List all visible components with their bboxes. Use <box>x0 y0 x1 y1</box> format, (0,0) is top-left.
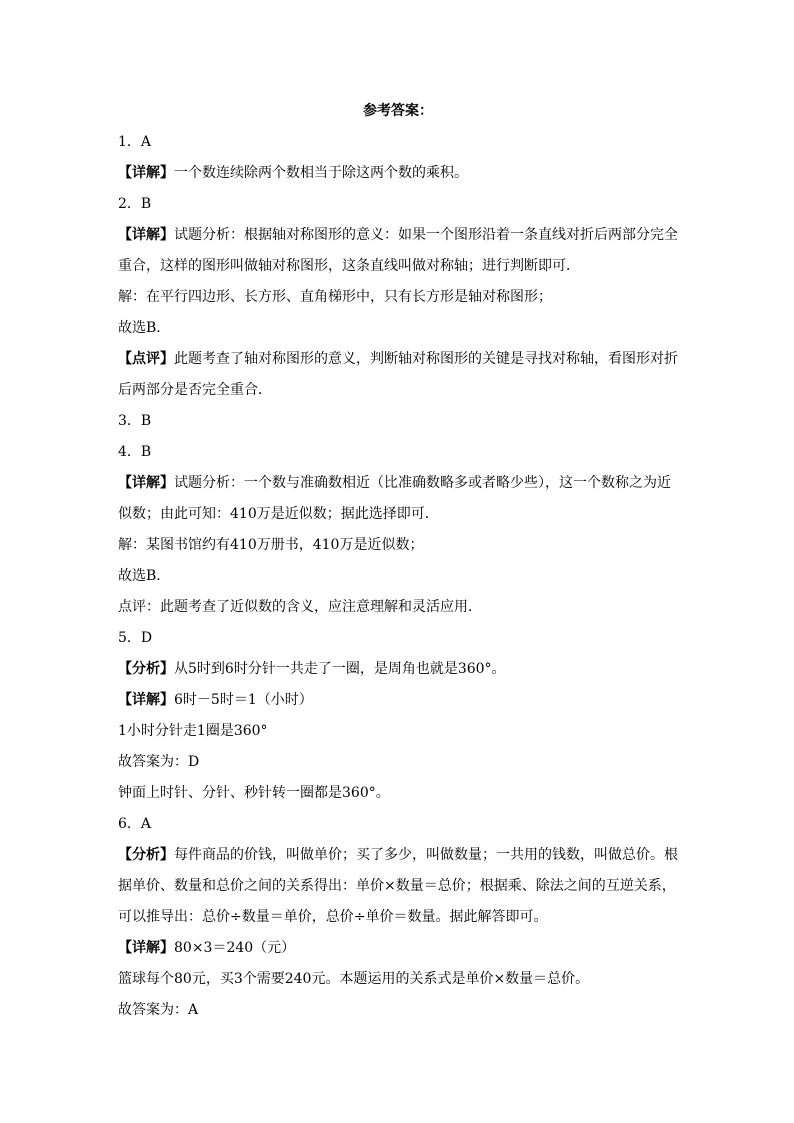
analysis-text: 从5时到6时分针一共走了一圈，是周角也就是360°。 <box>174 661 506 677</box>
answer-content <box>118 96 678 1026</box>
page-title: 参考答案： <box>363 103 433 119</box>
answer-number: 1．A <box>118 134 152 150</box>
solution-line: 故答案为：A <box>118 1002 199 1018</box>
analysis <box>118 654 678 685</box>
explanation <box>118 468 678 530</box>
explanation-text: 80×3＝240（元） <box>174 940 296 956</box>
section-tag: 【详解】 <box>118 165 174 181</box>
solution-line: 故答案为：D <box>118 754 200 770</box>
answer-number: 5．D <box>118 630 153 646</box>
solution-line: 解：某图书馆约有410万册书，410万是近似数； <box>118 537 424 553</box>
answer-number: 6．A <box>118 816 152 832</box>
section-tag: 【详解】 <box>118 475 174 491</box>
section-tag: 【详解】 <box>118 227 174 243</box>
answer-number: 4．B <box>118 444 152 460</box>
explanation <box>118 685 678 716</box>
analysis <box>118 840 678 933</box>
analysis-text: 每件商品的价钱，叫做单价；买了多少，叫做数量；一共用的钱数，叫做总价。根据单价、数量和总价之间的关系得出：单价×数量＝总价；根据乘、除法之间的互逆关系，可以推导出：总价÷数量＝单价，总价÷单价＝数量。据此解答即可。 <box>118 847 678 925</box>
explanation-text: 试题分析：根据轴对称图形的意义：如果一个图形沿着一条直线对折后两部分完全重合，这样的图形叫做轴对称图形，这条直线叫做对称轴；进行判断即可． <box>118 227 678 274</box>
solution-line: 解：在平行四边形、长方形、直角梯形中，只有长方形是轴对称图形； <box>118 289 552 305</box>
comment-line: 点评：此题考查了近似数的含义，应注意理解和灵活应用． <box>118 599 482 615</box>
explanation <box>118 933 678 964</box>
section-tag: 【分析】 <box>118 847 174 863</box>
solution-line: 1小时分针走1圈是360° <box>118 723 268 739</box>
answer-number: 2．B <box>118 196 152 212</box>
section-tag: 【详解】 <box>118 940 174 956</box>
explanation-text: 试题分析：一个数与准确数相近（比准确数略多或者略少些），这一个数称之为近似数；由此可知：410万是近似数；据此选择即可． <box>118 475 671 522</box>
answer-number: 3．B <box>118 413 152 429</box>
solution-line: 钟面上时针、分针、秒针转一圈都是360°。 <box>118 785 390 801</box>
explanation-text: 一个数连续除两个数相当于除这两个数的乘积。 <box>174 165 468 181</box>
comment <box>118 344 678 406</box>
section-tag: 【点评】 <box>118 351 174 367</box>
explanation <box>118 220 678 282</box>
explanation-text: 6时－5时＝1（小时） <box>174 692 313 708</box>
section-tag: 【详解】 <box>118 692 174 708</box>
solution-line: 故选B． <box>118 320 171 336</box>
section-tag: 【分析】 <box>118 661 174 677</box>
solution-line: 篮球每个80元，买3个需要240元。本题运用的关系式是单价×数量＝总价。 <box>118 971 590 987</box>
solution-line: 故选B． <box>118 568 171 584</box>
explanation <box>118 158 678 189</box>
comment-text: 此题考查了轴对称图形的意义，判断轴对称图形的关键是寻找对称轴，看图形对折后两部分是否完全重合． <box>118 351 678 398</box>
